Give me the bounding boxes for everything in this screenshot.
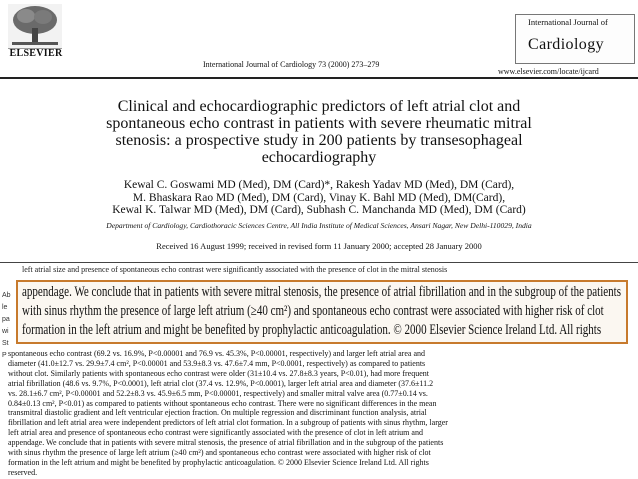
author-line: M. Bhaskara Rao MD (Med), DM (Card), Vinay K. Bahl MD (Med), DM(Card), — [132, 191, 506, 204]
journal-citation: International Journal of Cardiology 73 (2000) 273–279 — [203, 60, 380, 69]
title-line: Clinical and echocardiographic predictors of left atrial clot and — [117, 98, 521, 115]
title-line: spontaneous echo contrast in patients with severe rheumatic mitral — [106, 115, 532, 132]
article-title — [20, 98, 618, 166]
margin-fragment: Ab — [2, 292, 11, 299]
margin-fragment: pa — [2, 316, 10, 323]
abstract-line: without clot. Similarly patients with spontaneous echo contrast were older (31±10.4 vs. 27.8±8.3 years, P<0.01), had more frequent — [8, 368, 429, 378]
affiliation: Department of Cardiology, Cardiothoracic Sciences Centre, All India Institute of Medical Sciences, Ansari Nagar, New Delhi-110029, India — [106, 221, 532, 230]
highlight-line: formation in the left atrium and might be benefited by prophylactic anticoagulation. © 2000 Elsevier Science Ireland Ltd. All rights — [22, 322, 602, 338]
abstract-line: atrial fibrillation (48.6 vs. 9.7%, P<0.0001), left atrial clot (37.4 vs. 12.9%, P<0.0001), larger left atrial area and diameter (37.6±11.2 — [8, 378, 434, 388]
abstract-line: 0.84±0.13 cm², P<0.01) as compared to patients without spontaneous echo contrast. There were no significant differences in the mean — [8, 398, 437, 408]
author-list — [8, 179, 630, 217]
journal-name-small: International Journal of — [528, 17, 608, 27]
highlighted-conclusion — [22, 283, 622, 340]
journal-name-large: Cardiology — [528, 36, 604, 53]
section-divider — [0, 262, 638, 263]
abstract-text — [8, 349, 630, 478]
abstract-line: vs. 28.1±6.7 cm², P<0.00001 and 52.2±8.3 vs. 45.9±6.5 mm, P<0.00001, respectively) and smaller mitral valve area (0.77±0.14 vs. — [8, 388, 428, 398]
abstract-line: spontaneous echo contrast (69.2 vs. 16.9%, P<0.00001 and 76.9 vs. 45.3%, P<0.00001, respectively) and larger left atrial area and — [8, 349, 425, 358]
author-line: Kewal C. Goswami MD (Med), DM (Card)*, Rakesh Yadav MD (Med), DM (Card), — [123, 179, 515, 191]
abstract-line: formation in the left atrium and might be benefited by prophylactic anticoagulation. © 2000 Elsevier Science Ireland Ltd. All rights — [8, 457, 429, 467]
received-dates: Received 16 August 1999; received in revised form 11 January 2000; accepted 28 January 2000 — [156, 241, 482, 251]
margin-fragment: St — [2, 340, 9, 347]
title-line: stenosis: a prospective study in 200 patients by transesophageal — [115, 132, 523, 149]
abstract-line: transmitral diastolic gradient and left ventricular ejection fraction. On multiple regression and discriminant function analysis, atrial — [8, 408, 427, 418]
publisher-name: ELSEVIER — [9, 48, 63, 59]
margin-fragment: wi — [2, 328, 9, 335]
highlight-line: with sinus rhythm the presence of large left atrium (≥40 cm²) and spontaneous echo contrast were associated with higher risk of clot — [22, 303, 604, 319]
journal-url[interactable]: www.elsevier.com/locate/ijcard — [498, 67, 599, 76]
abstract-line: left atrial area and presence of spontaneous echo contrast were significantly associated with the presence of clot in left atrium and — [8, 428, 423, 438]
abstract-line: diameter (41.0±12.7 vs. 29.9±7.4 cm², P<0.00001 and 53.9±8.3 vs. 47.6±7.4 mm, P<0.0001, respectively) as compared to patients — [8, 358, 426, 368]
tree-icon — [8, 4, 62, 49]
abstract-line: appendage. We conclude that in patients with severe mitral stenosis, the presence of atrial fibrillation and in the subgroup of the patients — [8, 438, 444, 448]
margin-fragment: le — [2, 304, 8, 311]
cropped-text-line: left atrial size and presence of spontaneous echo contrast were significantly associated with the presence of clot in the mitral stenosis — [22, 266, 448, 274]
title-line: echocardiography — [261, 149, 377, 166]
abstract-line: with sinus rhythm the presence of large left atrium (≥40 cm²) and spontaneous echo contrast were associated with higher risk of clot — [8, 448, 431, 458]
abstract-line: fibrillation and left atrial area were independent predictors of left atrial clot formation. In a subgroup of patients with sinus rhythm, larger — [8, 418, 448, 428]
abstract-line: reserved. — [8, 467, 38, 477]
highlight-line: appendage. We conclude that in patients with severe mitral stenosis, the presence of atrial fibrillation and in the subgroup of the patients — [22, 284, 622, 300]
author-line: Kewal K. Talwar MD (Med), DM (Card), Subhash C. Manchanda MD (Med), DM (Card) — [112, 204, 526, 216]
margin-fragment: P — [2, 352, 7, 359]
header-divider — [0, 77, 638, 79]
